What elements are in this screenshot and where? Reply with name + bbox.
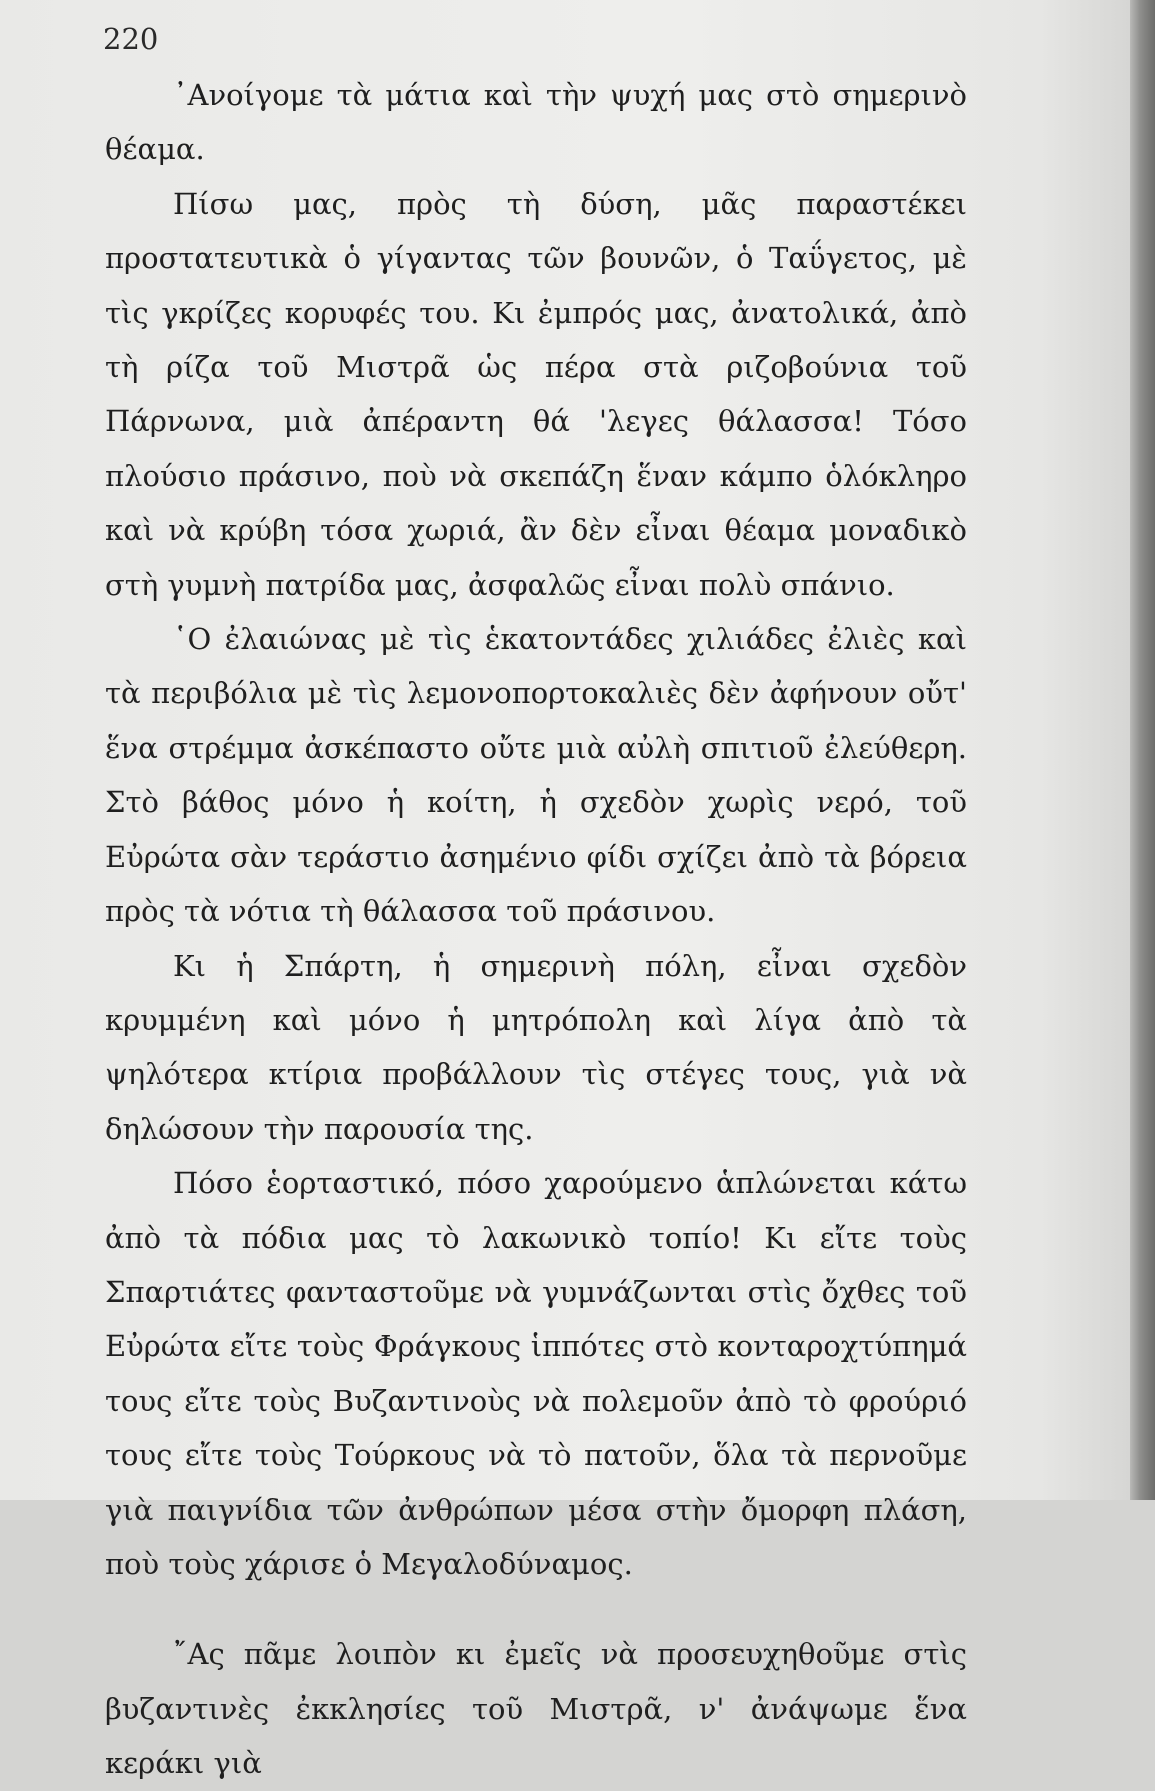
paragraph: Πίσω μας, πρὸς τὴ δύση, μᾶς παραστέκει προστατευτικὰ ὁ γίγαντας τῶν βουνῶν, ὁ Ταΰγετος, μὲ τὶς γκρίζες κορυφές του. Κι ἐμπρός μας, ἀνατολικά, ἀπὸ τὴ ρίζα τοῦ Μιστρᾶ ὡς πέρα στὰ ριζοβούνια τοῦ Πάρνωνα, μιὰ ἀπέραντη θά 'λεγες θάλασσα! Τόσο πλούσιο πράσινο, ποὺ νὰ σκεπάζη ἕναν κάμπο ὁλόκληρο καὶ νὰ κρύβη τόσα χωριά, ἂν δὲν εἶναι θέαμα μοναδικὸ στὴ γυμνὴ πατρίδα μας, ἀσφαλῶς εἶναι πολὺ σπάνιο.: [105, 186, 967, 602]
paragraph: ᾿Ανοίγομε τὰ μάτια καὶ τὴν ψυχή μας στὸ σημερινὸ θέαμα.: [105, 78, 967, 167]
paragraph: ῎Ας πᾶμε λοιπὸν κι ἐμεῖς νὰ προσευχηθοῦμε στὶς βυζαντινὲς ἐκκλησίες τοῦ Μιστρᾶ, ν' ἀνάψωμε ἕνα κεράκι γιὰ: [105, 1637, 967, 1781]
page-number: 220: [103, 22, 159, 56]
paragraph: ῾Ο ἐλαιώνας μὲ τὶς ἑκατοντάδες χιλιάδες ἐλιὲς καὶ τὰ περιβόλια μὲ τὶς λεμονοπορτοκαλιὲς δὲν ἀφήνουν οὔτ' ἕνα στρέμμα ἀσκέπαστο οὔτε μιὰ αὐλὴ σπιτιοῦ ἐλεύθερη. Στὸ βάθος μόνο ἡ κοίτη, ἡ σχεδὸν χωρὶς νερό, τοῦ Εὐρώτα σὰν τεράστιο ἀσημένιο φίδι σχίζει ἀπὸ τὰ βόρεια πρὸς τὰ νότια τὴ θάλασσα τοῦ πράσινου.: [105, 622, 967, 929]
paragraph: Κι ἡ Σπάρτη, ἡ σημερινὴ πόλη, εἶναι σχεδὸν κρυμμένη καὶ μόνο ἡ μητρόπολη καὶ λίγα ἀπὸ τὰ ψηλότερα κτίρια προβάλλουν τὶς στέγες τους, γιὰ νὰ δηλώσουν τὴν παρουσία της.: [105, 948, 967, 1146]
body-text: [105, 68, 967, 1791]
paragraph: Πόσο ἑορταστικό, πόσο χαρούμενο ἁπλώνεται κάτω ἀπὸ τὰ πόδια μας τὸ λακωνικὸ τοπίο! Κι εἴτε τοὺς Σπαρτιάτες φανταστοῦμε νὰ γυμνάζωνται στὶς ὄχθες τοῦ Εὐρώτα εἴτε τοὺς Φράγκους ἱππότες στὸ κονταροχτύπημά τους εἴτε τοὺς Βυζαντινοὺς νὰ πολεμοῦν ἀπὸ τὸ φρούριό τους εἴτε τοὺς Τούρκους νὰ τὸ πατοῦν, ὅλα τὰ περνοῦμε γιὰ παιγνίδια τῶν ἀνθρώπων μέσα στὴν ὄμορφη πλάση, ποὺ τοὺς χάρισε ὁ Μεγαλοδύναμος.: [105, 1166, 967, 1581]
page-edge: [1130, 0, 1155, 1500]
